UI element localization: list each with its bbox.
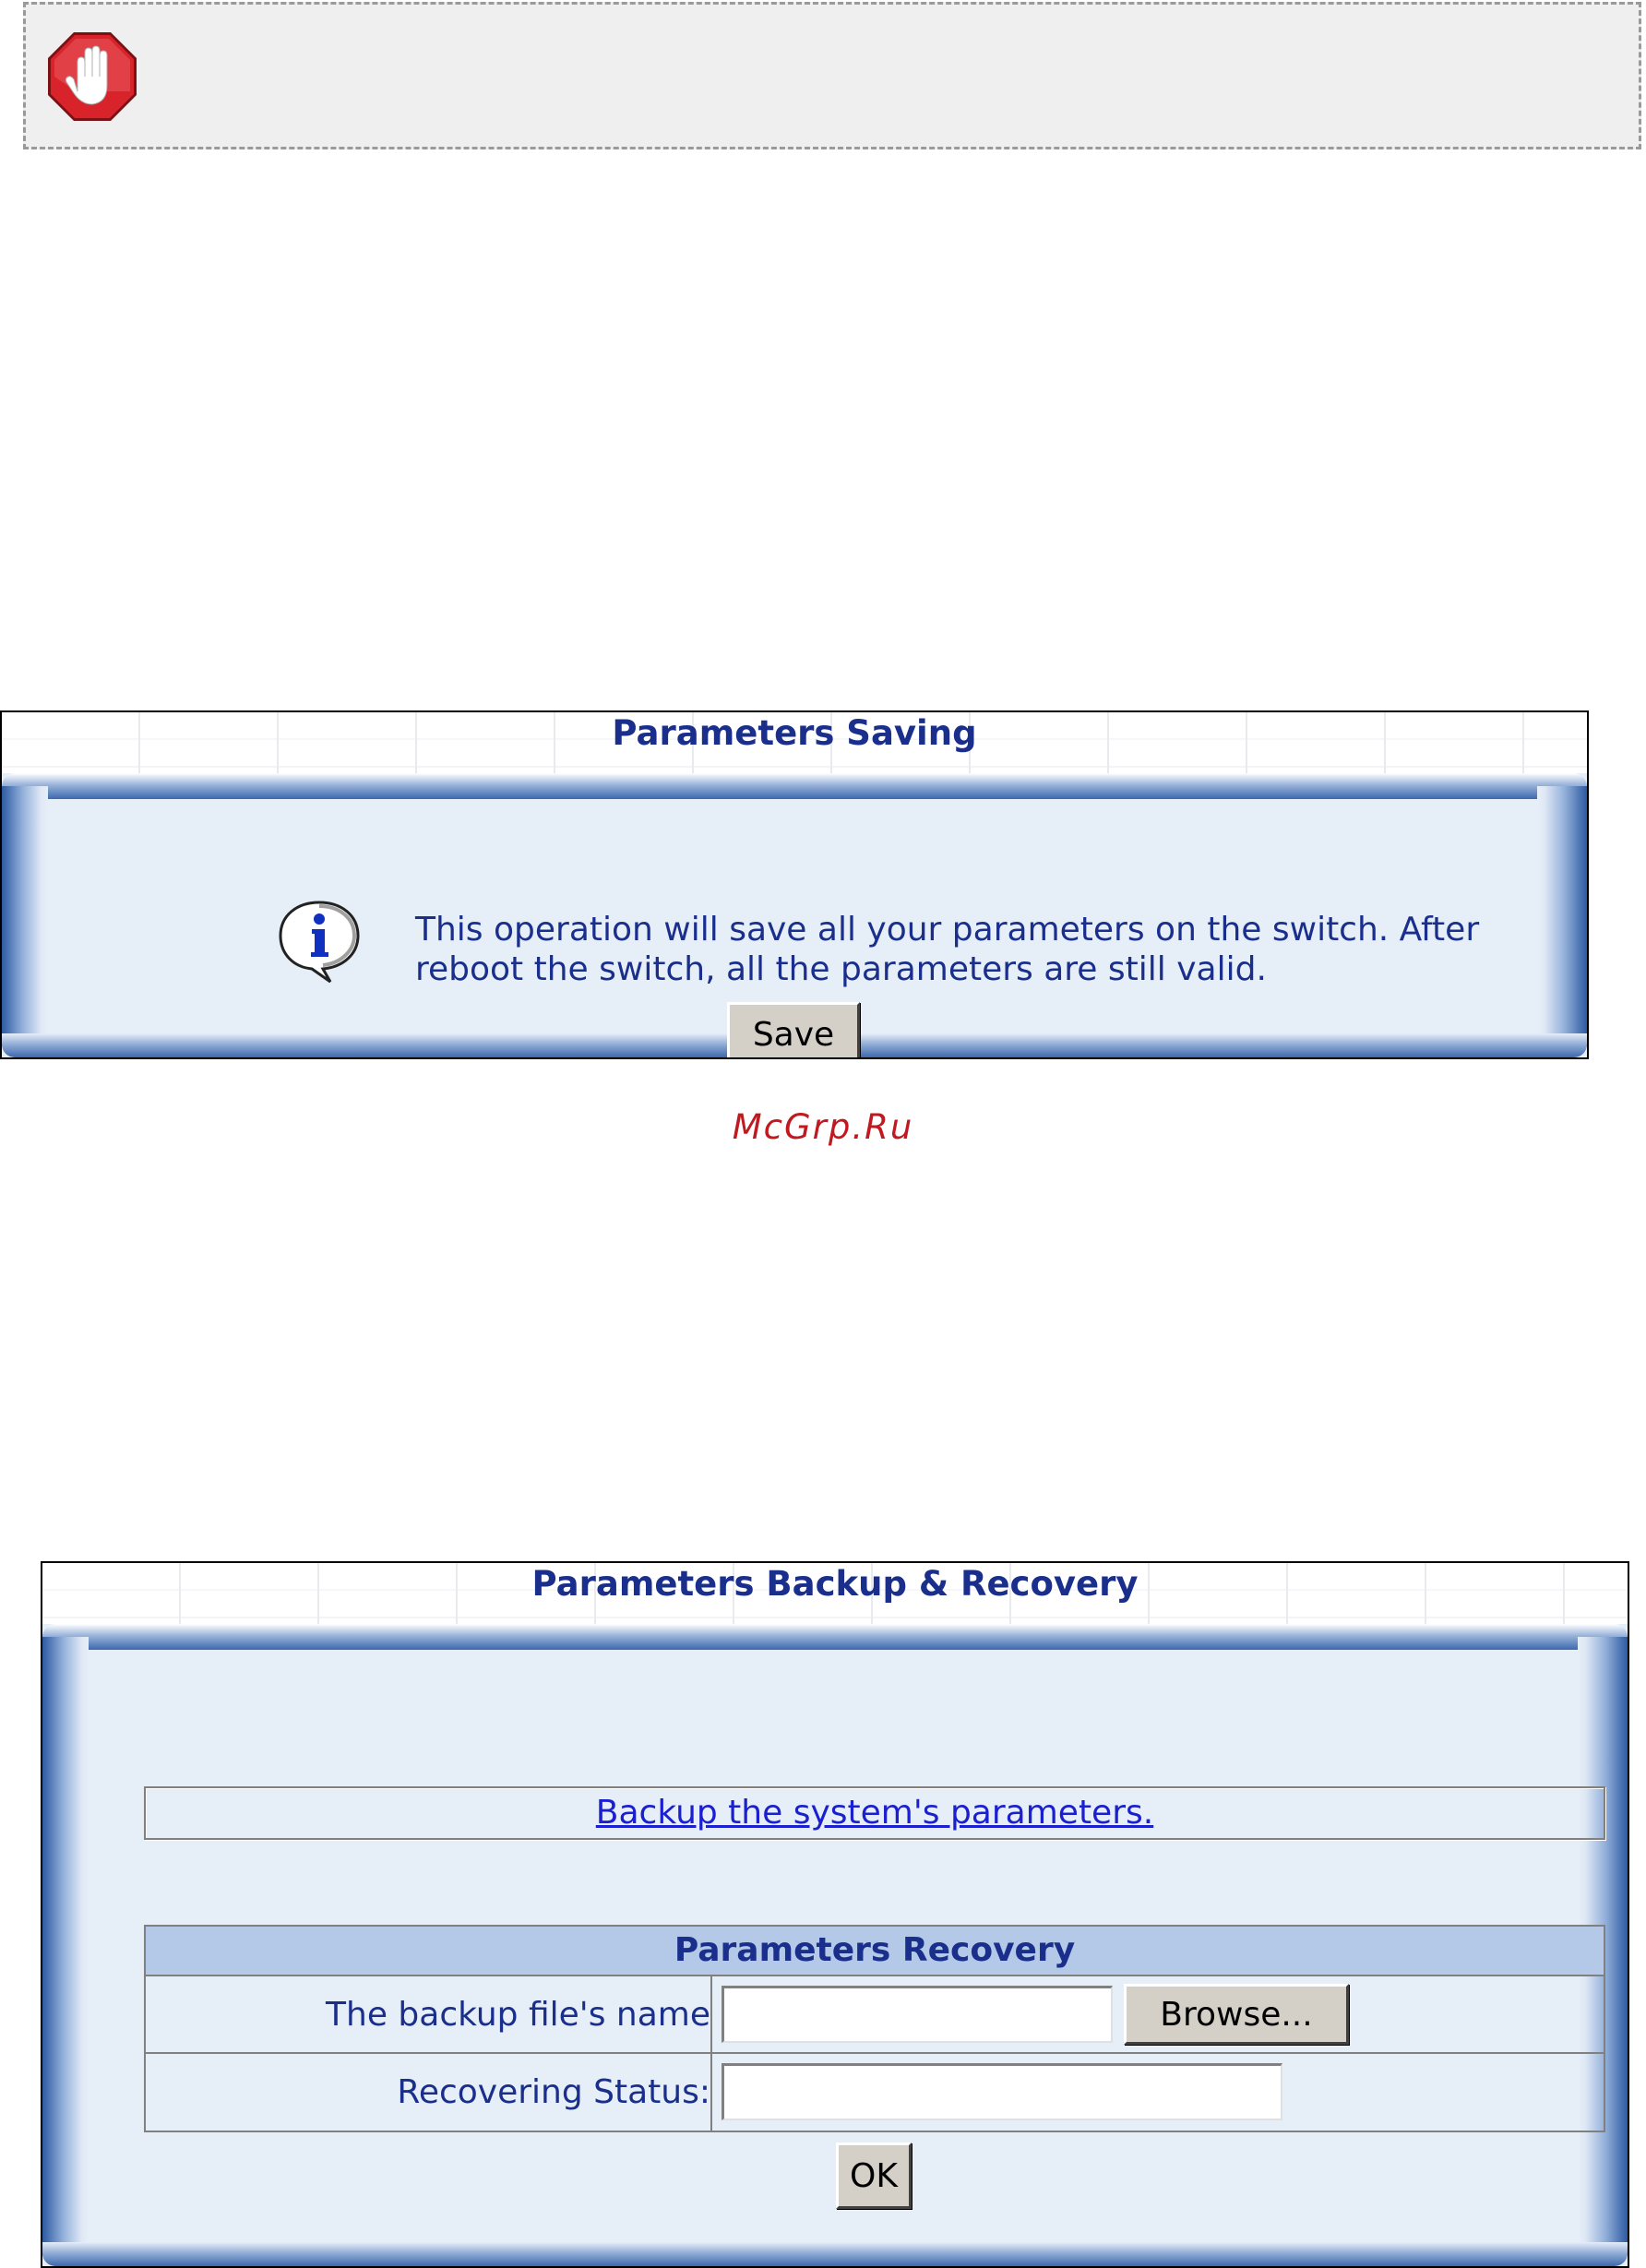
backup-file-input[interactable] <box>722 1986 1113 2043</box>
frame-left-border <box>42 1637 89 2255</box>
recovering-status-field[interactable] <box>722 2063 1282 2120</box>
save-button[interactable]: Save <box>727 1002 860 1057</box>
recovering-status-label: Recovering Status: <box>146 2054 712 2131</box>
frame-top-border <box>42 1624 1628 1650</box>
stop-hand-icon <box>46 30 138 123</box>
frame-bottom-border <box>42 2242 1628 2266</box>
parameters-recovery-table <box>144 1925 1605 2132</box>
parameters-saving-panel <box>0 710 1589 1059</box>
frame-left-border <box>2 786 48 1046</box>
backup-link-row <box>144 1786 1605 1840</box>
frame-top-border <box>2 773 1587 799</box>
browse-button[interactable]: Browse... <box>1124 1984 1349 2045</box>
saving-frame <box>2 773 1587 1057</box>
backup-file-row <box>146 1976 1604 2054</box>
backup-file-label: The backup file's name <box>146 1976 712 2052</box>
ok-button[interactable]: OK <box>836 2143 912 2209</box>
recovering-status-row <box>146 2054 1604 2131</box>
backup-recovery-title: Parameters Backup & Recovery <box>531 1564 1139 1604</box>
parameters-backup-recovery-panel <box>41 1561 1629 2268</box>
saving-message: This operation will save all your parameters on the switch. After reboot the switch, all the parameters are still valid. <box>415 911 1480 988</box>
backup-frame <box>42 1624 1628 2266</box>
info-icon <box>275 899 364 984</box>
watermark-text: McGrp.Ru <box>732 1107 914 1147</box>
parameters-saving-title: Parameters Saving <box>612 713 977 753</box>
parameters-recovery-header: Parameters Recovery <box>146 1927 1604 1976</box>
frame-right-border <box>1537 786 1587 1046</box>
warning-note-box <box>23 2 1641 149</box>
backup-parameters-link[interactable]: Backup the system's parameters. <box>595 1794 1154 1832</box>
